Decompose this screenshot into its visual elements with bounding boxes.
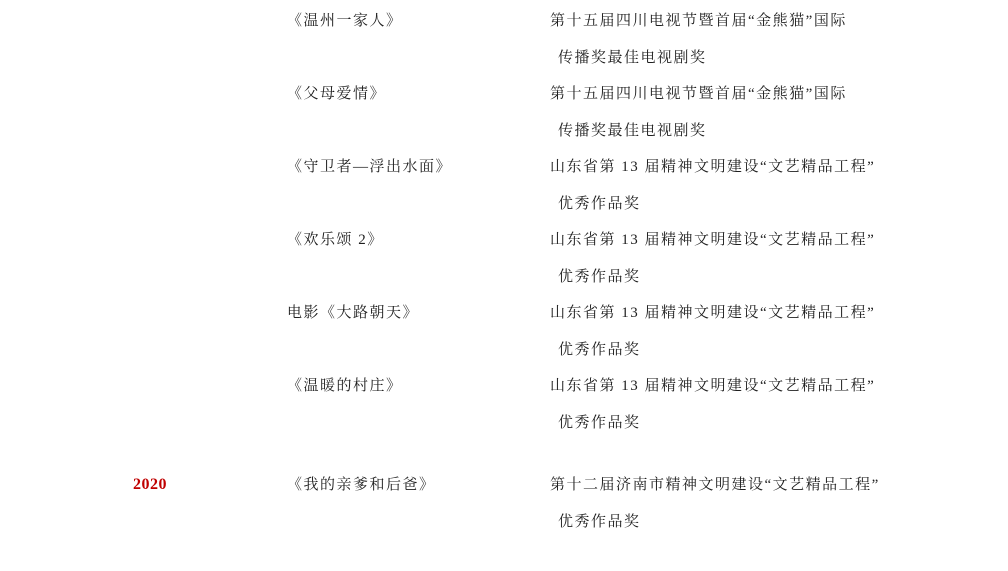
award-line-1: 第十五届四川电视节暨首届“金熊猫”国际 (550, 86, 847, 102)
work-title: 《守卫者—浮出水面》 (287, 159, 453, 175)
work-title: 《我的亲爹和后爸》 (287, 477, 436, 493)
award-line-2: 优秀作品奖 (558, 195, 641, 212)
award-line-2: 优秀作品奖 (558, 414, 641, 431)
award-text (550, 368, 990, 441)
award-text (550, 467, 990, 540)
award-line-2: 优秀作品奖 (558, 341, 641, 358)
award-row (0, 467, 1008, 540)
award-text (550, 149, 990, 222)
award-line-1: 山东省第 13 届精神文明建设“文艺精品工程” (550, 378, 876, 394)
award-text (550, 295, 990, 368)
award-line-2: 优秀作品奖 (558, 268, 641, 285)
work-title: 《温州一家人》 (287, 13, 403, 29)
year-label: 2020 (133, 476, 167, 493)
award-line-1: 第十五届四川电视节暨首届“金熊猫”国际 (550, 13, 847, 29)
award-text (550, 3, 990, 76)
award-row (0, 149, 1008, 222)
work-title: 《父母爱情》 (287, 86, 387, 102)
award-row (0, 76, 1008, 149)
award-line-1: 山东省第 13 届精神文明建设“文艺精品工程” (550, 232, 876, 248)
work-title: 电影《大路朝天》 (287, 305, 420, 321)
award-row (0, 3, 1008, 76)
work-title: 《温暖的村庄》 (287, 378, 403, 394)
award-text (550, 76, 990, 149)
award-line-2: 优秀作品奖 (558, 513, 641, 530)
award-row (0, 368, 1008, 441)
award-row (0, 222, 1008, 295)
award-line-1: 山东省第 13 届精神文明建设“文艺精品工程” (550, 305, 876, 321)
award-line-1: 第十二届济南市精神文明建设“文艺精品工程” (550, 477, 880, 493)
award-line-2: 传播奖最佳电视剧奖 (558, 122, 707, 139)
award-line-2: 传播奖最佳电视剧奖 (558, 49, 707, 66)
work-title: 《欢乐颂 2》 (287, 232, 384, 248)
award-row (0, 295, 1008, 368)
award-text (550, 222, 990, 295)
award-line-1: 山东省第 13 届精神文明建设“文艺精品工程” (550, 159, 876, 175)
